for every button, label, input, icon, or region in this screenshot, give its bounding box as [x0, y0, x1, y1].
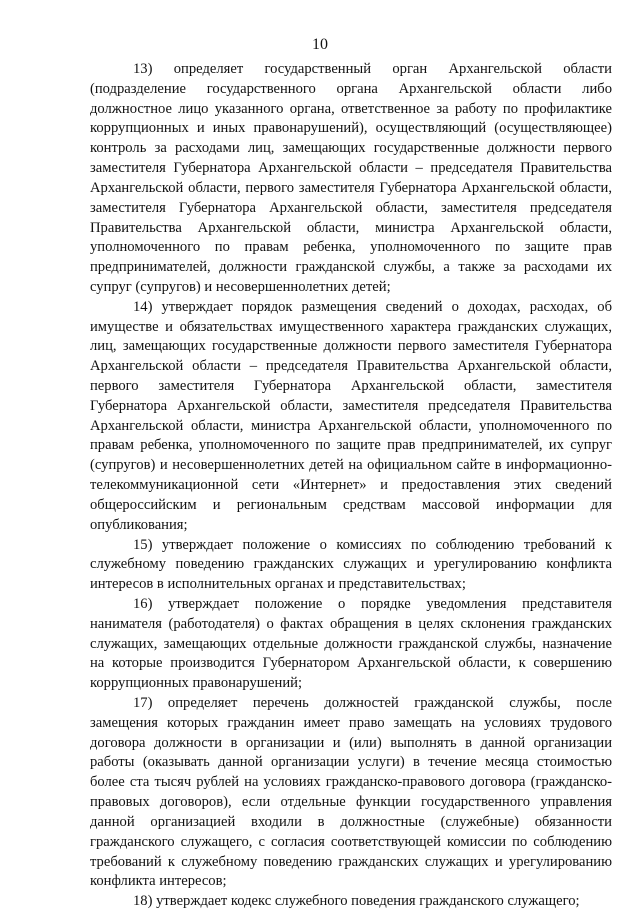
paragraph-item-13: 13) определяет государственный орган Архангельской области (подразделение государственного органа Архангельской области либо должностное лицо указанного органа, ответственное за работу по профилактике коррупционных и иных правонарушений), осуществляющий (осуществляющее) контроль за расходами лиц, замещающих государственные должности первого заместителя Губернатора Архангельской области – председателя Правительства Архангельской области, первого заместителя Губернатора Архангельской области, заместителя Губернатора Архангельской области, заместителя председателя Правительства Архангельской области, министра Архангельской области, уполномоченного по правам ребенка, уполномоченного по защите прав предпринимателей, должности гражданской службы, а также за расходами их супруг (супругов) и несовершеннолетних детей;	[90, 61, 612, 295]
document-body	[90, 60, 612, 912]
paragraph-item-15: 15) утверждает положение о комиссиях по соблюдению требований к служебному поведению гражданских служащих и урегулированию конфликта интересов в исполнительных органах и представительствах;	[90, 536, 612, 593]
page-number: 10	[312, 36, 328, 53]
paragraph-item-18: 18) утверждает кодекс служебного поведения гражданского служащего;	[133, 893, 580, 910]
paragraph-item-17: 17) определяет перечень должностей гражданской службы, после замещения которых гражданин имеет право замещать на условиях трудового договора должности в организации и (или) выполнять в данной организации работы (оказывать данной организации услуги) в течение месяца стоимостью более ста тысяч рублей на условиях гражданско-правового договора (гражданско-правовых договоров), если отдельные функции государственного управления данной организацией входили в должностные (служебные) обязанности гражданского служащего, с согласия соответствующей комиссии по соблюдению требований к служебному поведению гражданских служащих и урегулированию конфликта интересов;	[90, 695, 612, 890]
paragraph-item-16: 16) утверждает положение о порядке уведомления представителя нанимателя (работодателя) о фактах обращения в целях склонения гражданских служащих, замещающих отдельные должности гражданской службы, назначение на которые производится Губернатором Архангельской области, к совершению коррупционных правонарушений;	[90, 595, 612, 692]
paragraph-item-14: 14) утверждает порядок размещения сведений о доходах, расходах, об имуществе и обязательствах имущественного характера гражданских служащих, лиц, замещающих государственные должности первого заместителя Губернатора Архангельской области – председателя Правительства Архангельской области, первого заместителя Губернатора Архангельской области, заместителя Губернатора Архангельской области, заместителя председателя Правительства Архангельской области, министра Архангельской области, уполномоченного по правам ребенка, уполномоченного по защите прав предпринимателей, их супруг (супругов) и несовершеннолетних детей на официальном сайте в информационно-телекоммуникационной сети «Интернет» и предоставления этих сведений общероссийским и региональным средствам массовой информации для опубликования;	[90, 298, 612, 533]
